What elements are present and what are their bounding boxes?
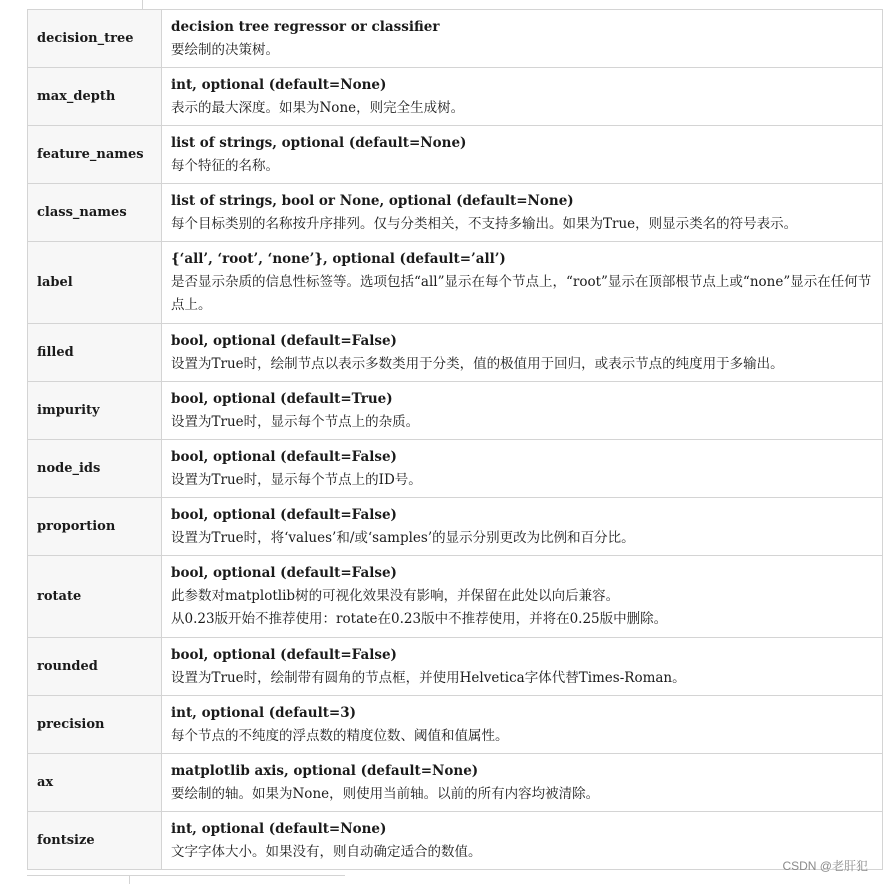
param-row xyxy=(28,440,883,498)
param-name: impurity xyxy=(28,382,162,440)
param-description-text: 设置为True时，绘制节点以表示多数类用于分类，值的极值用于回归，或表示节点的纯度用于多输出。 xyxy=(171,355,784,372)
param-name: class_names xyxy=(28,184,162,242)
param-type: {‘all’, ‘root’, ‘none’}, optional (default=’all’) xyxy=(171,251,506,267)
param-name: filled xyxy=(28,324,162,382)
param-description xyxy=(162,324,883,382)
param-description-text: 设置为True时，显示每个节点上的ID号。 xyxy=(171,471,422,488)
param-description xyxy=(162,10,883,68)
param-row xyxy=(28,184,883,242)
param-row xyxy=(28,812,883,870)
param-description xyxy=(162,754,883,812)
param-description xyxy=(162,440,883,498)
param-type: bool, optional (default=False) xyxy=(171,448,397,465)
param-name: precision xyxy=(28,696,162,754)
param-type: int, optional (default=None) xyxy=(171,76,387,93)
param-description-text: 每个目标类别的名称按升序排列。仅与分类相关，不支持多输出。如果为True，则显示类名的符号表示。 xyxy=(171,215,798,232)
param-description xyxy=(162,498,883,556)
param-name: ax xyxy=(28,754,162,812)
param-row xyxy=(28,382,883,440)
param-description-text: 此参数对matplotlib树的可视化效果没有影响，并保留在此处以向后兼容。 xyxy=(171,588,620,604)
param-row xyxy=(28,498,883,556)
param-description xyxy=(162,68,883,126)
param-type: bool, optional (default=False) xyxy=(171,646,397,663)
param-name: feature_names xyxy=(28,126,162,184)
param-row xyxy=(28,242,883,324)
param-description-text: 设置为True时，将‘values’和/或‘samples’的显示分别更改为比例和百分比。 xyxy=(171,529,635,546)
param-description xyxy=(162,382,883,440)
param-name: fontsize xyxy=(28,812,162,870)
param-description-text: 文字字体大小。如果没有，则自动确定适合的数值。 xyxy=(171,843,482,860)
param-type: bool, optional (default=False) xyxy=(171,565,397,581)
param-description xyxy=(162,184,883,242)
param-description xyxy=(162,812,883,870)
param-row xyxy=(28,68,883,126)
param-type: int, optional (default=3) xyxy=(171,704,357,721)
param-description-text: 表示的最大深度。如果为None，则完全生成树。 xyxy=(171,99,465,116)
param-type: bool, optional (default=True) xyxy=(171,390,393,407)
param-name: label xyxy=(28,242,162,324)
param-row xyxy=(28,754,883,812)
param-name: rotate xyxy=(28,556,162,638)
param-row xyxy=(28,556,883,638)
param-description-text: 每个节点的不纯度的浮点数的精度位数、阈值和值属性。 xyxy=(171,727,509,744)
param-type: matplotlib axis, optional (default=None) xyxy=(171,762,479,779)
param-row xyxy=(28,10,883,68)
param-description-text: 设置为True时，显示每个节点上的杂质。 xyxy=(171,413,420,430)
param-description-text: 是否显示杂质的信息性标签等。选项包括“all”显示在每个节点上，“root”显示在顶部根节点上或“none”显示在任何节点上。 xyxy=(171,274,872,313)
param-name: node_ids xyxy=(28,440,162,498)
param-description-text: 要绘制的轴。如果为None，则使用当前轴。以前的所有内容均被清除。 xyxy=(171,785,600,802)
param-description-text: 设置为True时，绘制带有圆角的节点框，并使用Helvetica字体代替Times-Roman。 xyxy=(171,669,686,686)
parameter-table xyxy=(27,9,883,870)
param-row xyxy=(28,638,883,696)
param-row xyxy=(28,696,883,754)
param-description-text: 每个特征的名称。 xyxy=(171,157,279,174)
param-type: bool, optional (default=False) xyxy=(171,506,397,523)
param-type: list of strings, bool or None, optional (default=None) xyxy=(171,192,574,209)
csdn-watermark: CSDN @老肝犯 xyxy=(782,859,868,873)
param-description-text: 从0.23版开始不推荐使用：rotate在0.23版中不推荐使用，并将在0.25版中删除。 xyxy=(171,611,668,627)
param-row xyxy=(28,126,883,184)
param-description xyxy=(162,126,883,184)
param-description xyxy=(162,638,883,696)
param-description xyxy=(162,242,883,324)
param-type: bool, optional (default=False) xyxy=(171,332,397,349)
param-name: decision_tree xyxy=(28,10,162,68)
param-description xyxy=(162,556,883,638)
param-description xyxy=(162,696,883,754)
param-name: rounded xyxy=(28,638,162,696)
param-description-text: 要绘制的决策树。 xyxy=(171,41,279,58)
param-name: max_depth xyxy=(28,68,162,126)
param-type: int, optional (default=None) xyxy=(171,820,387,837)
param-type: list of strings, optional (default=None) xyxy=(171,134,467,151)
param-row xyxy=(28,324,883,382)
param-type: decision tree regressor or classifier xyxy=(171,18,440,35)
param-name: proportion xyxy=(28,498,162,556)
